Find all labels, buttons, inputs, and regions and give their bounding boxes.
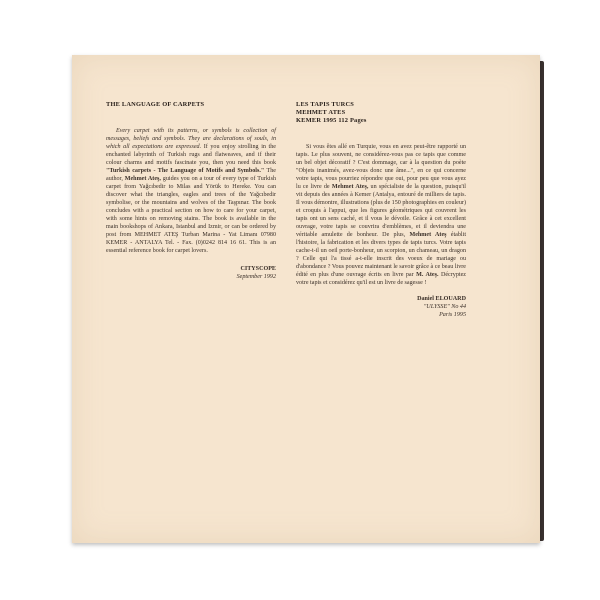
french-review-magazine: "ULYSSE" No 44 [423,304,466,310]
french-review-text-2: un spécialiste de la question, puisqu'il vit depuis des années à Kemer (Antalya, entouré de milliers de tapis. Il vous démontre, illustrations (plus de 150 photographies en couleur) et croquis à l'appui, que les figures géométriques qui couvrent les tapis ont un sens caché, et il vous le dévoile. Grâce à cet excellent ouvrage, votre tapis se couvrira d'emblèmes, et il deviendra une véritable amulette de bonheur. De plus, [296,184,466,238]
english-review-text-1: If you enjoy strolling in the enchanted labyrinth of Turkish rugs and flatweaves, and if their colour charms and motifs fascinate you, then you need this book [106,144,276,166]
english-review-author: Mehmet Ateş, [124,176,161,182]
english-review-date: September 1992 [236,274,276,280]
french-review-signature [296,295,466,319]
english-review-signature [106,265,276,281]
booklet-back-cover [72,55,540,543]
english-review-intro: Every carpet with its patterns, or symbols is collection of messages, beliefs and symbols. They are declarations of souls, in which all expectations are expressed. [106,128,276,150]
french-review-body [296,143,466,287]
english-review-source: CITYSCOPE [240,266,276,272]
english-review-text-2: The author, [106,168,276,182]
french-review-text-1: Si vous êtes allé en Turquie, vous en avez peut-être rapporté un tapis. Le plus souvent, ne considérez-vous pas ce tapis que comme un bel objet décoratif ? C'est dommage, car à la question du poète "Objets inanimés, avez-vous donc une âme...", en ce qui concerne votre tapis, vous pourriez répondre que oui, pour peu que vous ayez lu ce livre de [296,144,466,190]
french-review-edition: KEMER 1995 112 Pages [296,117,367,124]
french-review-text-4: Décryptez votre tapis et considérez qu'il est un livre de sagesse ! [296,272,466,286]
french-review-author-heading: MEHMET ATES [296,109,346,116]
french-review-author-3: M. Ateş. [416,272,439,278]
english-review-book-title: "Turkish carpets - The Language of Motifs and Symbols." [106,168,265,174]
english-review-heading: THE LANGUAGE OF CARPETS [106,101,205,108]
french-review-heading: LES TAPIS TURCS [296,101,355,108]
french-review-text-3: établit l'histoire, la fabrication et les divers types de tapis turcs. Votre tapis cache-t-il un oeil porte-bonheur, un scorpion, un chameau, un dragon ? Celle qui l'a tissé a-t-elle inscrit des voeux de mariage ou d'abondance ? Vous pouvez maintenant le savoir grâce à ce beau livre édité en plus d'une ouvrage écrits en livre par [296,232,467,278]
french-review-column [296,101,466,319]
english-review-body [106,127,276,255]
english-review-column [106,101,276,281]
french-review-author-2: Mehmet Ateş [409,232,447,238]
english-review-text-3: guides you on a tour of every type of Turkish carpet from Yağcıbedir to Milas and Yörük to Hereke. You can discover what the triangles, eagles and trees of the Yağcıbedir symbolise, or the mountains and wolves of the Taşpınar. The book concludes with a practical section on how to care for your carpet, with some hints on removing stains. The book is available in the main bookshops of Ankara, Istanbul and Izmir, or can be ordered by post from MEHMET ATEŞ Turban Marina - Yat Limanı 07980 KEMER - ANTALYA Tel. - Fax. (0)0242 814 16 61. This is an essential reference book for carpet lovers. [106,176,276,254]
french-review-heading-block [296,101,466,125]
french-review-reviewer: Daniel ELOUARD [417,296,466,302]
french-review-author-1: Mehmet Ateş, [331,184,369,190]
french-review-city-year: Paris 1995 [439,312,466,318]
